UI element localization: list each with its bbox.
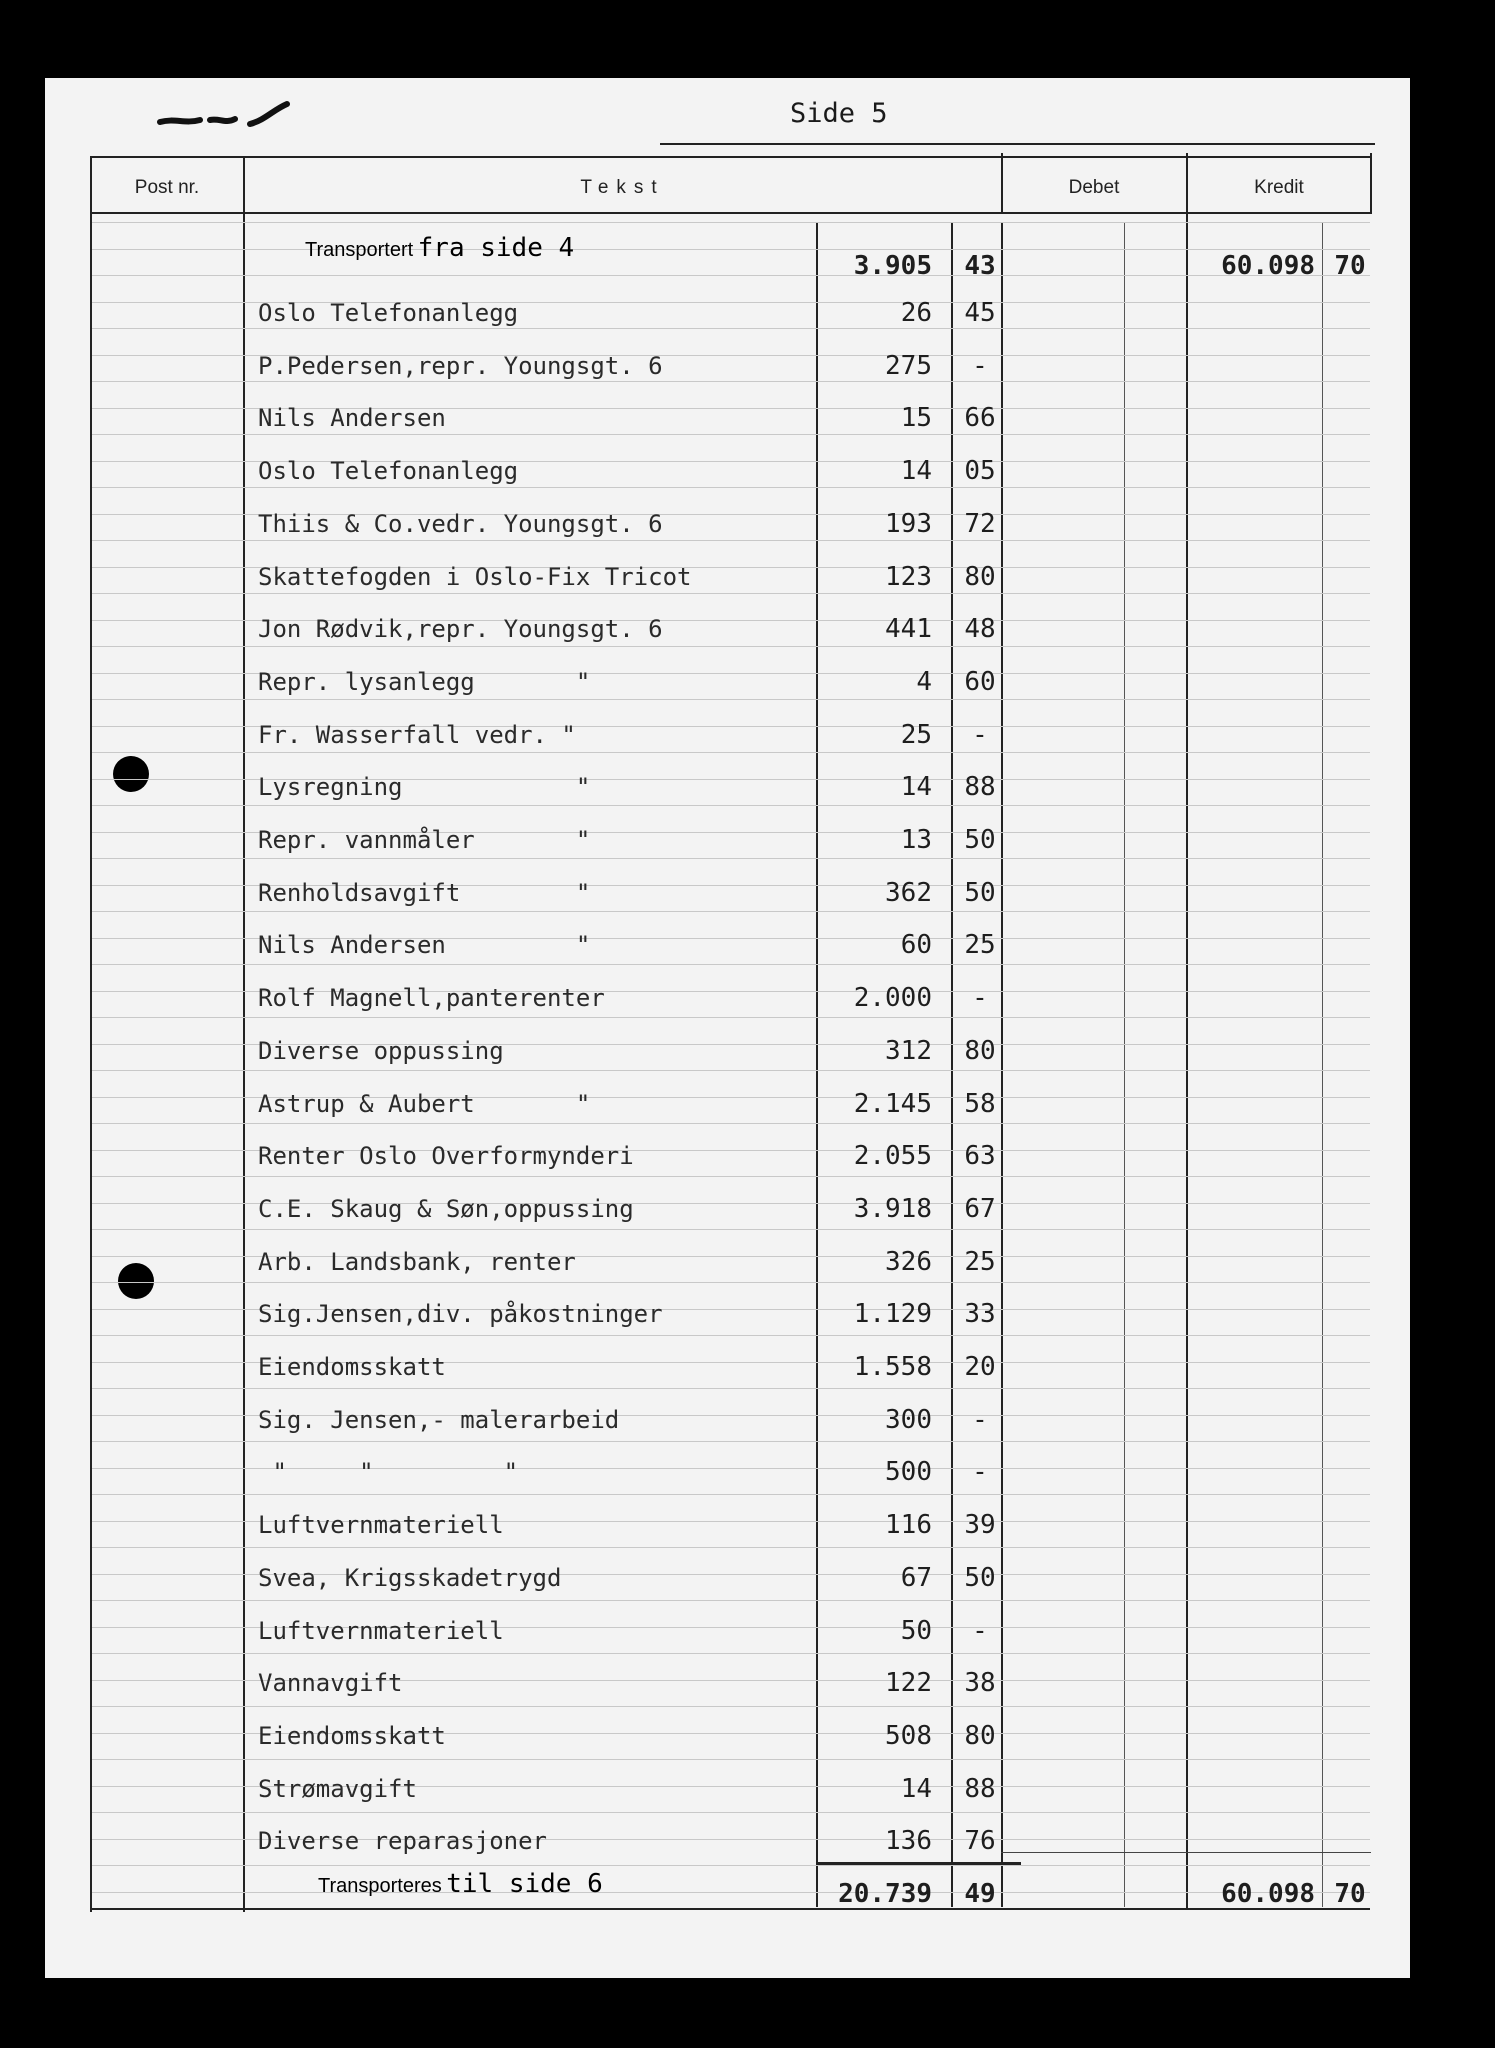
entry-kr: 2.000 [853, 983, 932, 1013]
carried-out-kr: 20.739 [838, 1879, 932, 1909]
entry-text: Strømavgift [258, 1775, 417, 1803]
entry-ore: 39 [964, 1510, 996, 1540]
entry-ore: 63 [964, 1141, 996, 1171]
table-row [0, 1400, 1495, 1440]
entry-ore: 50 [964, 878, 996, 908]
table-row [0, 398, 1495, 438]
column-header-debet: Debet [1068, 177, 1120, 198]
entry-text: Svea, Krigsskadetrygd [258, 1564, 562, 1592]
entry-text: Diverse oppussing [258, 1037, 504, 1065]
entry-ore: 72 [964, 509, 996, 539]
carried-in-prefix: Transportert [305, 239, 414, 261]
entry-text: Repr. lysanlegg " [258, 668, 591, 696]
carried-in-ore: 43 [964, 251, 996, 281]
entry-ore: 58 [964, 1089, 996, 1119]
entry-ore: 80 [964, 1036, 996, 1066]
entry-text: Sig. Jensen,- malerarbeid [258, 1406, 620, 1434]
table-row [0, 293, 1495, 333]
top-rule [660, 143, 1375, 145]
entry-text: Eiendomsskatt [258, 1722, 446, 1750]
table-row [0, 504, 1495, 544]
table-row [0, 1031, 1495, 1071]
entry-kr: 500 [885, 1457, 932, 1487]
ruled-line [92, 1547, 1370, 1548]
ruled-line [92, 1812, 1370, 1813]
entry-text: Vannavgift [258, 1669, 403, 1697]
entry-text: Nils Andersen " [258, 931, 591, 959]
table-row [0, 925, 1495, 965]
carried-out-suffix: til side 6 [446, 1869, 603, 1899]
entry-ore: 80 [964, 562, 996, 592]
ruled-line [92, 1335, 1370, 1336]
entry-ore: 50 [964, 1563, 996, 1593]
table-row [0, 346, 1495, 386]
entry-ore: - [972, 351, 988, 381]
entry-ore: 25 [964, 930, 996, 960]
entry-kr: 60 [900, 930, 932, 960]
entry-kr: 50 [900, 1616, 932, 1646]
carried-in-row [0, 228, 1495, 281]
table-top-border [90, 156, 1372, 158]
entry-kr: 123 [885, 562, 932, 592]
entry-kr: 2.055 [853, 1141, 932, 1171]
entry-text: C.E. Skaug & Søn,oppussing [258, 1195, 634, 1223]
entry-text: Luftvernmateriell [258, 1617, 504, 1645]
entry-kr: 1.558 [853, 1352, 932, 1382]
entry-text: Arb. Landsbank, renter [258, 1248, 576, 1276]
entry-kr: 116 [885, 1510, 932, 1540]
entry-ore: 25 [964, 1247, 996, 1277]
entry-text: Renholdsavgift " [258, 879, 591, 907]
carried-out-ore: 49 [964, 1879, 996, 1909]
entry-text: Fr. Wasserfall vedr. " [258, 721, 576, 749]
entry-ore: 45 [964, 298, 996, 328]
entry-kr: 441 [885, 614, 932, 644]
entry-kr: 14 [900, 456, 932, 486]
entry-kr: 25 [900, 720, 932, 750]
ruled-line [92, 275, 1370, 276]
entry-text: Renter Oslo Overformynderi [258, 1142, 634, 1170]
table-row [0, 1611, 1495, 1651]
entry-kr: 14 [900, 1774, 932, 1804]
carried-out-prefix: Transporteres [318, 1875, 442, 1897]
entry-kr: 136 [885, 1826, 932, 1856]
table-row [0, 978, 1495, 1018]
table-row [0, 1452, 1495, 1492]
carried-out-kredit-ore: 70 [1334, 1879, 1366, 1909]
entry-kr: 26 [900, 298, 932, 328]
table-row [0, 1663, 1495, 1703]
entry-kr: 193 [885, 509, 932, 539]
entry-kr: 362 [885, 878, 932, 908]
entry-text: " " " [258, 1458, 519, 1486]
column-header-kredit: Kredit [1254, 177, 1304, 198]
table-row [0, 715, 1495, 755]
entry-kr: 326 [885, 1247, 932, 1277]
entry-ore: 66 [964, 403, 996, 433]
entry-ore: 20 [964, 1352, 996, 1382]
entry-ore: 05 [964, 456, 996, 486]
table-row [0, 873, 1495, 913]
entry-text: Astrup & Aubert " [258, 1090, 591, 1118]
ruled-line [92, 1653, 1370, 1654]
entry-text: Lysregning " [258, 773, 591, 801]
entry-kr: 15 [900, 403, 932, 433]
table-bottom-border [90, 1908, 1370, 1910]
table-row [0, 1505, 1495, 1545]
entry-text: Repr. vannmåler " [258, 826, 591, 854]
entry-kr: 4 [916, 667, 932, 697]
table-row [0, 1136, 1495, 1176]
entry-kr: 2.145 [853, 1089, 932, 1119]
ruled-line [92, 1759, 1370, 1760]
table-row [0, 767, 1495, 807]
entry-ore: - [972, 1405, 988, 1435]
page-number: Side 5 [790, 98, 888, 129]
carried-out-label [318, 1864, 603, 1908]
table-row [0, 820, 1495, 860]
entry-text: Oslo Telefonanlegg [258, 299, 519, 327]
entry-ore: 38 [964, 1668, 996, 1698]
table-row [0, 662, 1495, 702]
ruled-line [92, 1229, 1370, 1230]
entry-ore: 88 [964, 1774, 996, 1804]
entry-text: Luftvernmateriell [258, 1511, 504, 1539]
entry-kr: 508 [885, 1721, 932, 1751]
carried-in-kr: 3.905 [853, 251, 932, 281]
entry-text: Nils Andersen [258, 404, 446, 432]
entry-text: Rolf Magnell,panterenter [258, 984, 605, 1012]
table-row [0, 1716, 1495, 1756]
ruled-line [92, 1706, 1370, 1707]
ruled-line [92, 222, 1370, 223]
table-row [0, 609, 1495, 649]
entry-ore: 88 [964, 772, 996, 802]
entry-text: P.Pedersen,repr. Youngsgt. 6 [258, 352, 663, 380]
carried-in-label [305, 228, 574, 272]
table-row [0, 1294, 1495, 1334]
carried-out-kredit-kr: 60.098 [1221, 1879, 1315, 1909]
ruled-line [92, 1388, 1370, 1389]
entry-kr: 1.129 [853, 1299, 932, 1329]
ruled-line [92, 1494, 1370, 1495]
table-row [0, 1084, 1495, 1124]
table-row [0, 1189, 1495, 1229]
entry-ore: 76 [964, 1826, 996, 1856]
entry-kr: 300 [885, 1405, 932, 1435]
ruled-line [92, 1176, 1370, 1177]
ruled-line [92, 1600, 1370, 1601]
entry-ore: - [972, 1457, 988, 1487]
header-bottom-border [90, 212, 1372, 214]
carried-in-suffix: fra side 4 [417, 233, 575, 263]
entry-text: Sig.Jensen,div. påkostninger [258, 1300, 663, 1328]
entry-kr: 14 [900, 772, 932, 802]
entry-ore: 67 [964, 1194, 996, 1224]
entry-text: Thiis & Co.vedr. Youngsgt. 6 [258, 510, 663, 538]
subtotal-rule-right [1001, 1852, 1371, 1853]
table-row [0, 451, 1495, 491]
table-row [0, 1347, 1495, 1387]
table-row [0, 1242, 1495, 1282]
entry-kr: 13 [900, 825, 932, 855]
entry-ore: 50 [964, 825, 996, 855]
entry-kr: 275 [885, 351, 932, 381]
entry-kr: 122 [885, 1668, 932, 1698]
table-row [0, 557, 1495, 597]
table-row [0, 1558, 1495, 1598]
entry-ore: 80 [964, 1721, 996, 1751]
entry-ore: 48 [964, 614, 996, 644]
entry-kr: 3.918 [853, 1194, 932, 1224]
entry-ore: 60 [964, 667, 996, 697]
ruled-line [92, 1282, 1370, 1283]
entry-kr: 67 [900, 1563, 932, 1593]
entry-text: Eiendomsskatt [258, 1353, 446, 1381]
entry-ore: - [972, 983, 988, 1013]
entry-ore: - [972, 720, 988, 750]
carried-in-kredit-kr: 60.098 [1221, 251, 1315, 281]
entry-text: Jon Rødvik,repr. Youngsgt. 6 [258, 615, 663, 643]
entry-text: Diverse reparasjoner [258, 1827, 547, 1855]
handwritten-mark-icon [155, 100, 295, 140]
entry-kr: 312 [885, 1036, 932, 1066]
column-header-tekst: Tekst [580, 177, 665, 198]
column-header-post: Post nr. [134, 177, 200, 198]
entry-text: Oslo Telefonanlegg [258, 457, 519, 485]
table-row [0, 1821, 1495, 1861]
table-right-border [1370, 153, 1372, 213]
entry-text: Skattefogden i Oslo-Fix Tricot [258, 563, 692, 591]
carried-in-kredit-ore: 70 [1334, 251, 1366, 281]
ruled-line [92, 1441, 1370, 1442]
table-row [0, 1769, 1495, 1809]
entry-ore: 33 [964, 1299, 996, 1329]
carried-out-row [0, 1864, 1495, 1909]
entry-ore: - [972, 1616, 988, 1646]
